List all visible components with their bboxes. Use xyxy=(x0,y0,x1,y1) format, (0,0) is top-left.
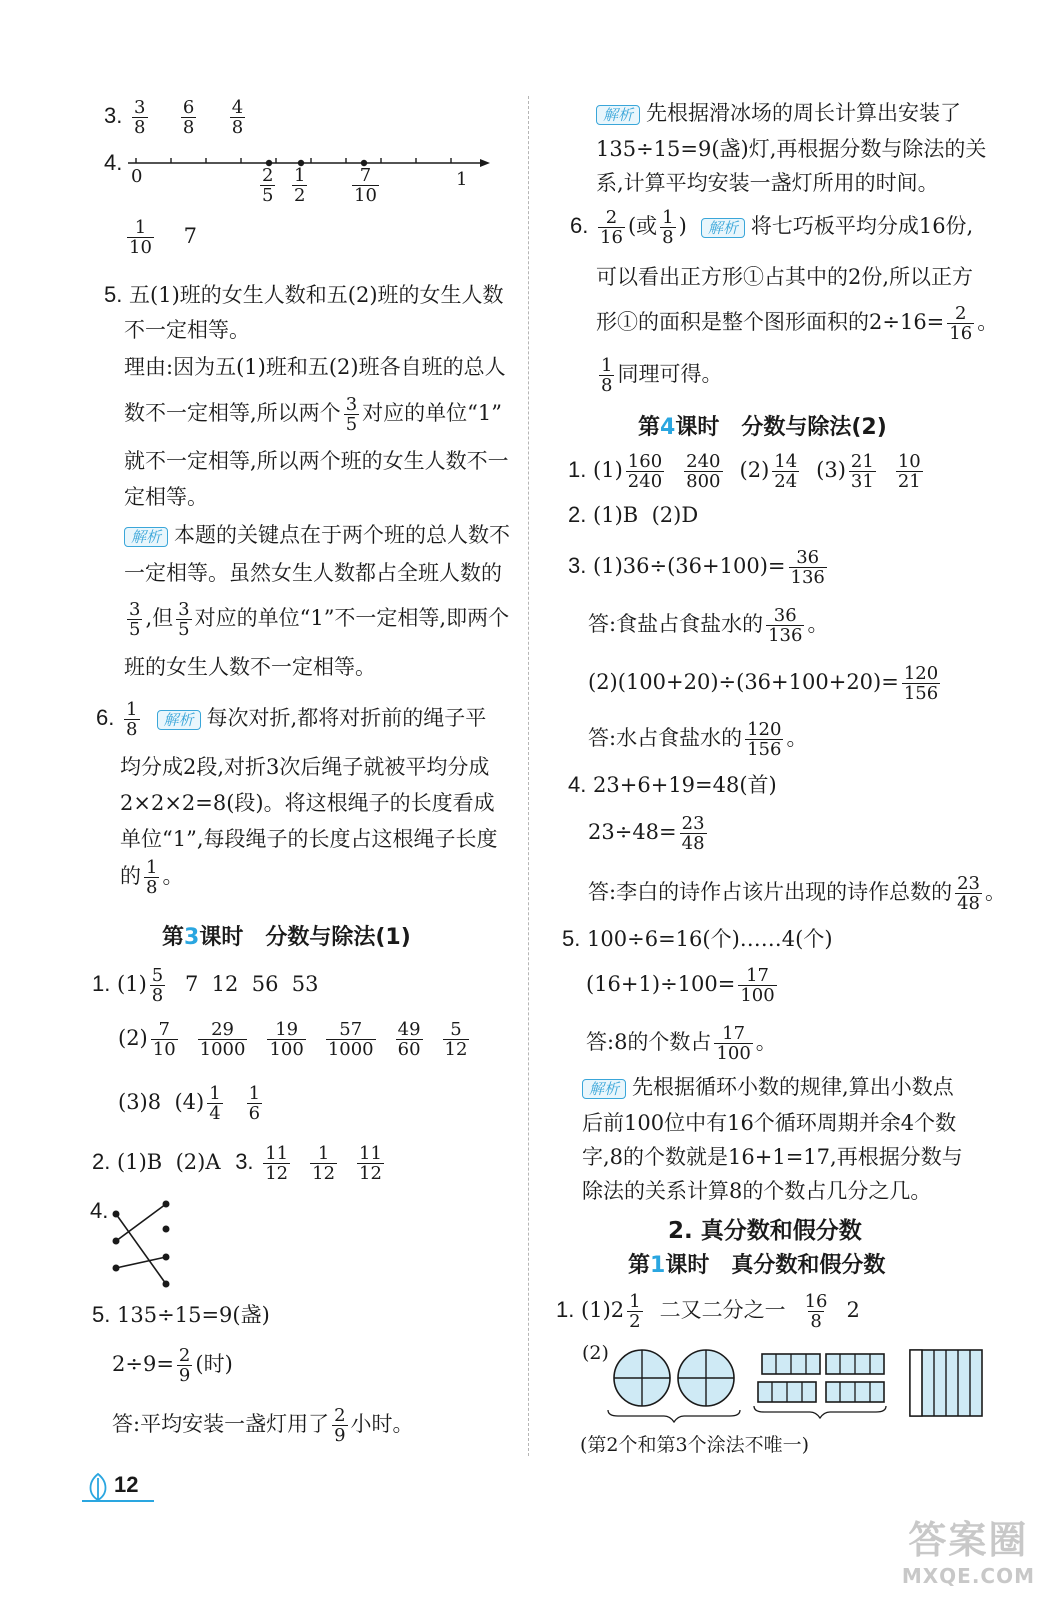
r4-q5-line1: 5. 100÷6=16(个)……4(个) xyxy=(562,926,833,951)
l-q6-line5: 的 $\frac{1}{8}$ 。 xyxy=(120,857,184,898)
footer-rule xyxy=(82,1500,154,1502)
r4-q3-line4: 答:水占食盐水的 $\frac{120}{156}$ 。 xyxy=(588,719,808,760)
l3-q5-line3: 答:平均安装一盏灯用了 $\frac{2}{9}$ 小时。 xyxy=(112,1405,414,1446)
r4-q5-line3: 答:8的个数占 $\frac{17}{100}$ 。 xyxy=(586,1023,777,1064)
t1-q1-part2-label: (2) xyxy=(582,1342,609,1364)
l3-q2-q3: 2. (1)B (2)A 3. $\frac{11}{12}$ $\frac{1}{12}$ $\frac{11}{12}$ xyxy=(92,1143,382,1184)
l-q6-line2: 均分成2段,对折3次后绳子就被平均分成 xyxy=(120,755,490,779)
l-q5-line5: 就不一定相等,所以两个班的女生人数不一 xyxy=(124,449,509,473)
r4-q3-line3: (2)(100+20)÷(36+100+20)= $\frac{120}{156}$ xyxy=(588,663,939,704)
r4-q5-exp2: 后前100位中有16个循环周期并余4个数 xyxy=(582,1111,957,1135)
l-q5-exp4: 班的女生人数不一定相等。 xyxy=(124,655,376,679)
l-q5-line4: 数不一定相等,所以两个 $\frac{3}{5}$ 对应的单位“1” xyxy=(124,394,502,435)
leaf-icon xyxy=(86,1472,110,1502)
l-q5-line6: 定相等。 xyxy=(124,485,208,509)
r-top-line2: 135÷15=9(盏)灯,再根据分数与除法的关 xyxy=(596,137,987,161)
column-divider xyxy=(528,96,529,1456)
nl-tick-1-2: $\frac{1}{2}$ xyxy=(294,165,306,206)
nl-tick-2-5: $\frac{2}{5}$ xyxy=(262,165,274,206)
l-q5-line2: 不一定相等。 xyxy=(124,318,250,342)
analysis-tag: 解析 xyxy=(157,710,201,730)
watermark: 答案圈 MXQE.COM xyxy=(901,1518,1035,1588)
r4-q5-exp3: 字,8的个数就是16+1=17,再根据分数与 xyxy=(582,1145,963,1169)
l3-q5-line2: 2÷9= $\frac{2}{9}$ (时) xyxy=(112,1345,233,1386)
r-top-line3: 系,计算平均安装一盏灯所用的时间。 xyxy=(596,171,939,195)
analysis-tag: 解析 xyxy=(582,1079,626,1099)
l-q6-line4: 单位“1”,每段绳子的长度占这根绳子长度 xyxy=(120,827,498,851)
analysis-tag: 解析 xyxy=(596,105,640,125)
r-q6-line3: 形①的面积是整个图形面积的2÷16= $\frac{2}{16}$ 。 xyxy=(596,303,999,344)
l-q6-line3: 2×2×2=8(段)。将这根绳子的长度看成 xyxy=(120,791,495,815)
matching-diagram xyxy=(104,1196,184,1292)
l-q3: 3. $\frac{3}{8}$ $\frac{6}{8}$ $\frac{4}{8}$ xyxy=(104,97,244,138)
l-q6-line1: 6. $\frac{1}{8}$ 解析 每次对折,都将对折前的绳子平 xyxy=(96,699,487,740)
heading-lesson-1: 第1课时 真分数和假分数 xyxy=(628,1253,886,1278)
l3-q5-line1: 5. 135÷15=9(盏) xyxy=(92,1302,270,1327)
r4-q2: 2. (1)B (2)D xyxy=(568,502,699,527)
section-2-title: 2. 真分数和假分数 xyxy=(668,1218,862,1244)
r4-q3-line2: 答:食盐占食盐水的 $\frac{36}{136}$ 。 xyxy=(588,605,829,646)
l3-q1-p1: 1. (1) $\frac{5}{8}$ 7 12 56 53 xyxy=(92,965,319,1006)
l-q4-answer: $\frac{1}{10}$ 7 xyxy=(129,217,197,258)
r4-q4-line1: 4. 23+6+19=48(首) xyxy=(568,772,777,797)
l-q5-line3: 理由:因为五(1)班和五(2)班各自班的总人 xyxy=(124,355,506,379)
r-q6-line2: 可以看出正方形①占其中的2份,所以正方 xyxy=(596,265,974,289)
l-q5-exp2: 一定相等。虽然女生人数都占全班人数的 xyxy=(124,561,502,585)
nl-zero: 0 xyxy=(131,166,143,187)
r4-q4-line2: 23÷48= $\frac{23}{48}$ xyxy=(588,813,705,854)
l3-q4-number: 4. xyxy=(90,1198,109,1223)
nl-one: 1 xyxy=(456,169,468,190)
heading-lesson-3: 第3课时 分数与除法(1) xyxy=(162,925,411,950)
r4-q1: 1. (1) $\frac{160}{240}$ $\frac{240}{800}$ (2) $\frac{14}{24}$ (3) $\frac{21}{31}$ $\frac{10}{21}$ xyxy=(568,451,921,492)
nl-tick-7-10: $\frac{7}{10}$ xyxy=(354,165,377,206)
t1-q1-line1: 1. (1)2 $\frac{1}{2}$ 二又二分之一 $\frac{16}{8}$ 2 xyxy=(556,1291,860,1332)
r4-q5-exp1: 解析 先根据循环小数的规律,算出小数点 xyxy=(582,1072,954,1102)
l-q5-line1: 5. 五(1)班的女生人数和五(2)班的女生人数 xyxy=(104,282,504,307)
l-q5-exp3: $\frac{3}{5}$ ,但 $\frac{3}{5}$ 对应的单位“1”不一定相等,即两个 xyxy=(129,599,510,640)
heading-lesson-4: 第4课时 分数与除法(2) xyxy=(638,415,887,440)
analysis-tag: 解析 xyxy=(124,527,168,547)
analysis-tag: 解析 xyxy=(701,218,745,238)
r4-q4-line3: 答:李白的诗作占该片出现的诗作总数的 $\frac{23}{48}$ 。 xyxy=(588,873,1006,914)
r4-q5-line2: (16+1)÷100= $\frac{17}{100}$ xyxy=(586,965,775,1006)
t1-q1-note: (第2个和第3个涂法不唯一) xyxy=(580,1434,810,1456)
r-q6-line4: $\frac{1}{8}$ 同理可得。 xyxy=(601,355,723,396)
r-q6-line1: 6. $\frac{2}{16}$ (或 $\frac{1}{8}$ ) 解析 将七巧板平均分成16份, xyxy=(570,207,974,248)
l-q5-exp1: 解析 本题的关键点在于两个班的总人数不 xyxy=(124,520,510,550)
l3-q1-p3: (3)8 (4) $\frac{1}{4}$ $\frac{1}{6}$ xyxy=(118,1083,261,1124)
l-q4-number: 4. xyxy=(104,150,123,175)
page-number: 12 xyxy=(114,1472,139,1497)
r4-q5-exp4: 除法的关系计算8的个数占几分之几。 xyxy=(582,1179,932,1203)
r-top-line1: 解析 先根据滑冰场的周长计算出安装了 xyxy=(596,98,961,128)
r4-q3-line1: 3. (1)36÷(36+100)= $\frac{36}{136}$ xyxy=(568,547,825,588)
l3-q1-p2: (2) $\frac{7}{10}$ $\frac{29}{1000}$ $\frac{19}{100}$ $\frac{57}{1000}$ $\frac{49}{60}$ $\frac{5}{12}$ xyxy=(118,1019,468,1060)
fraction-shading-figures xyxy=(604,1348,994,1428)
